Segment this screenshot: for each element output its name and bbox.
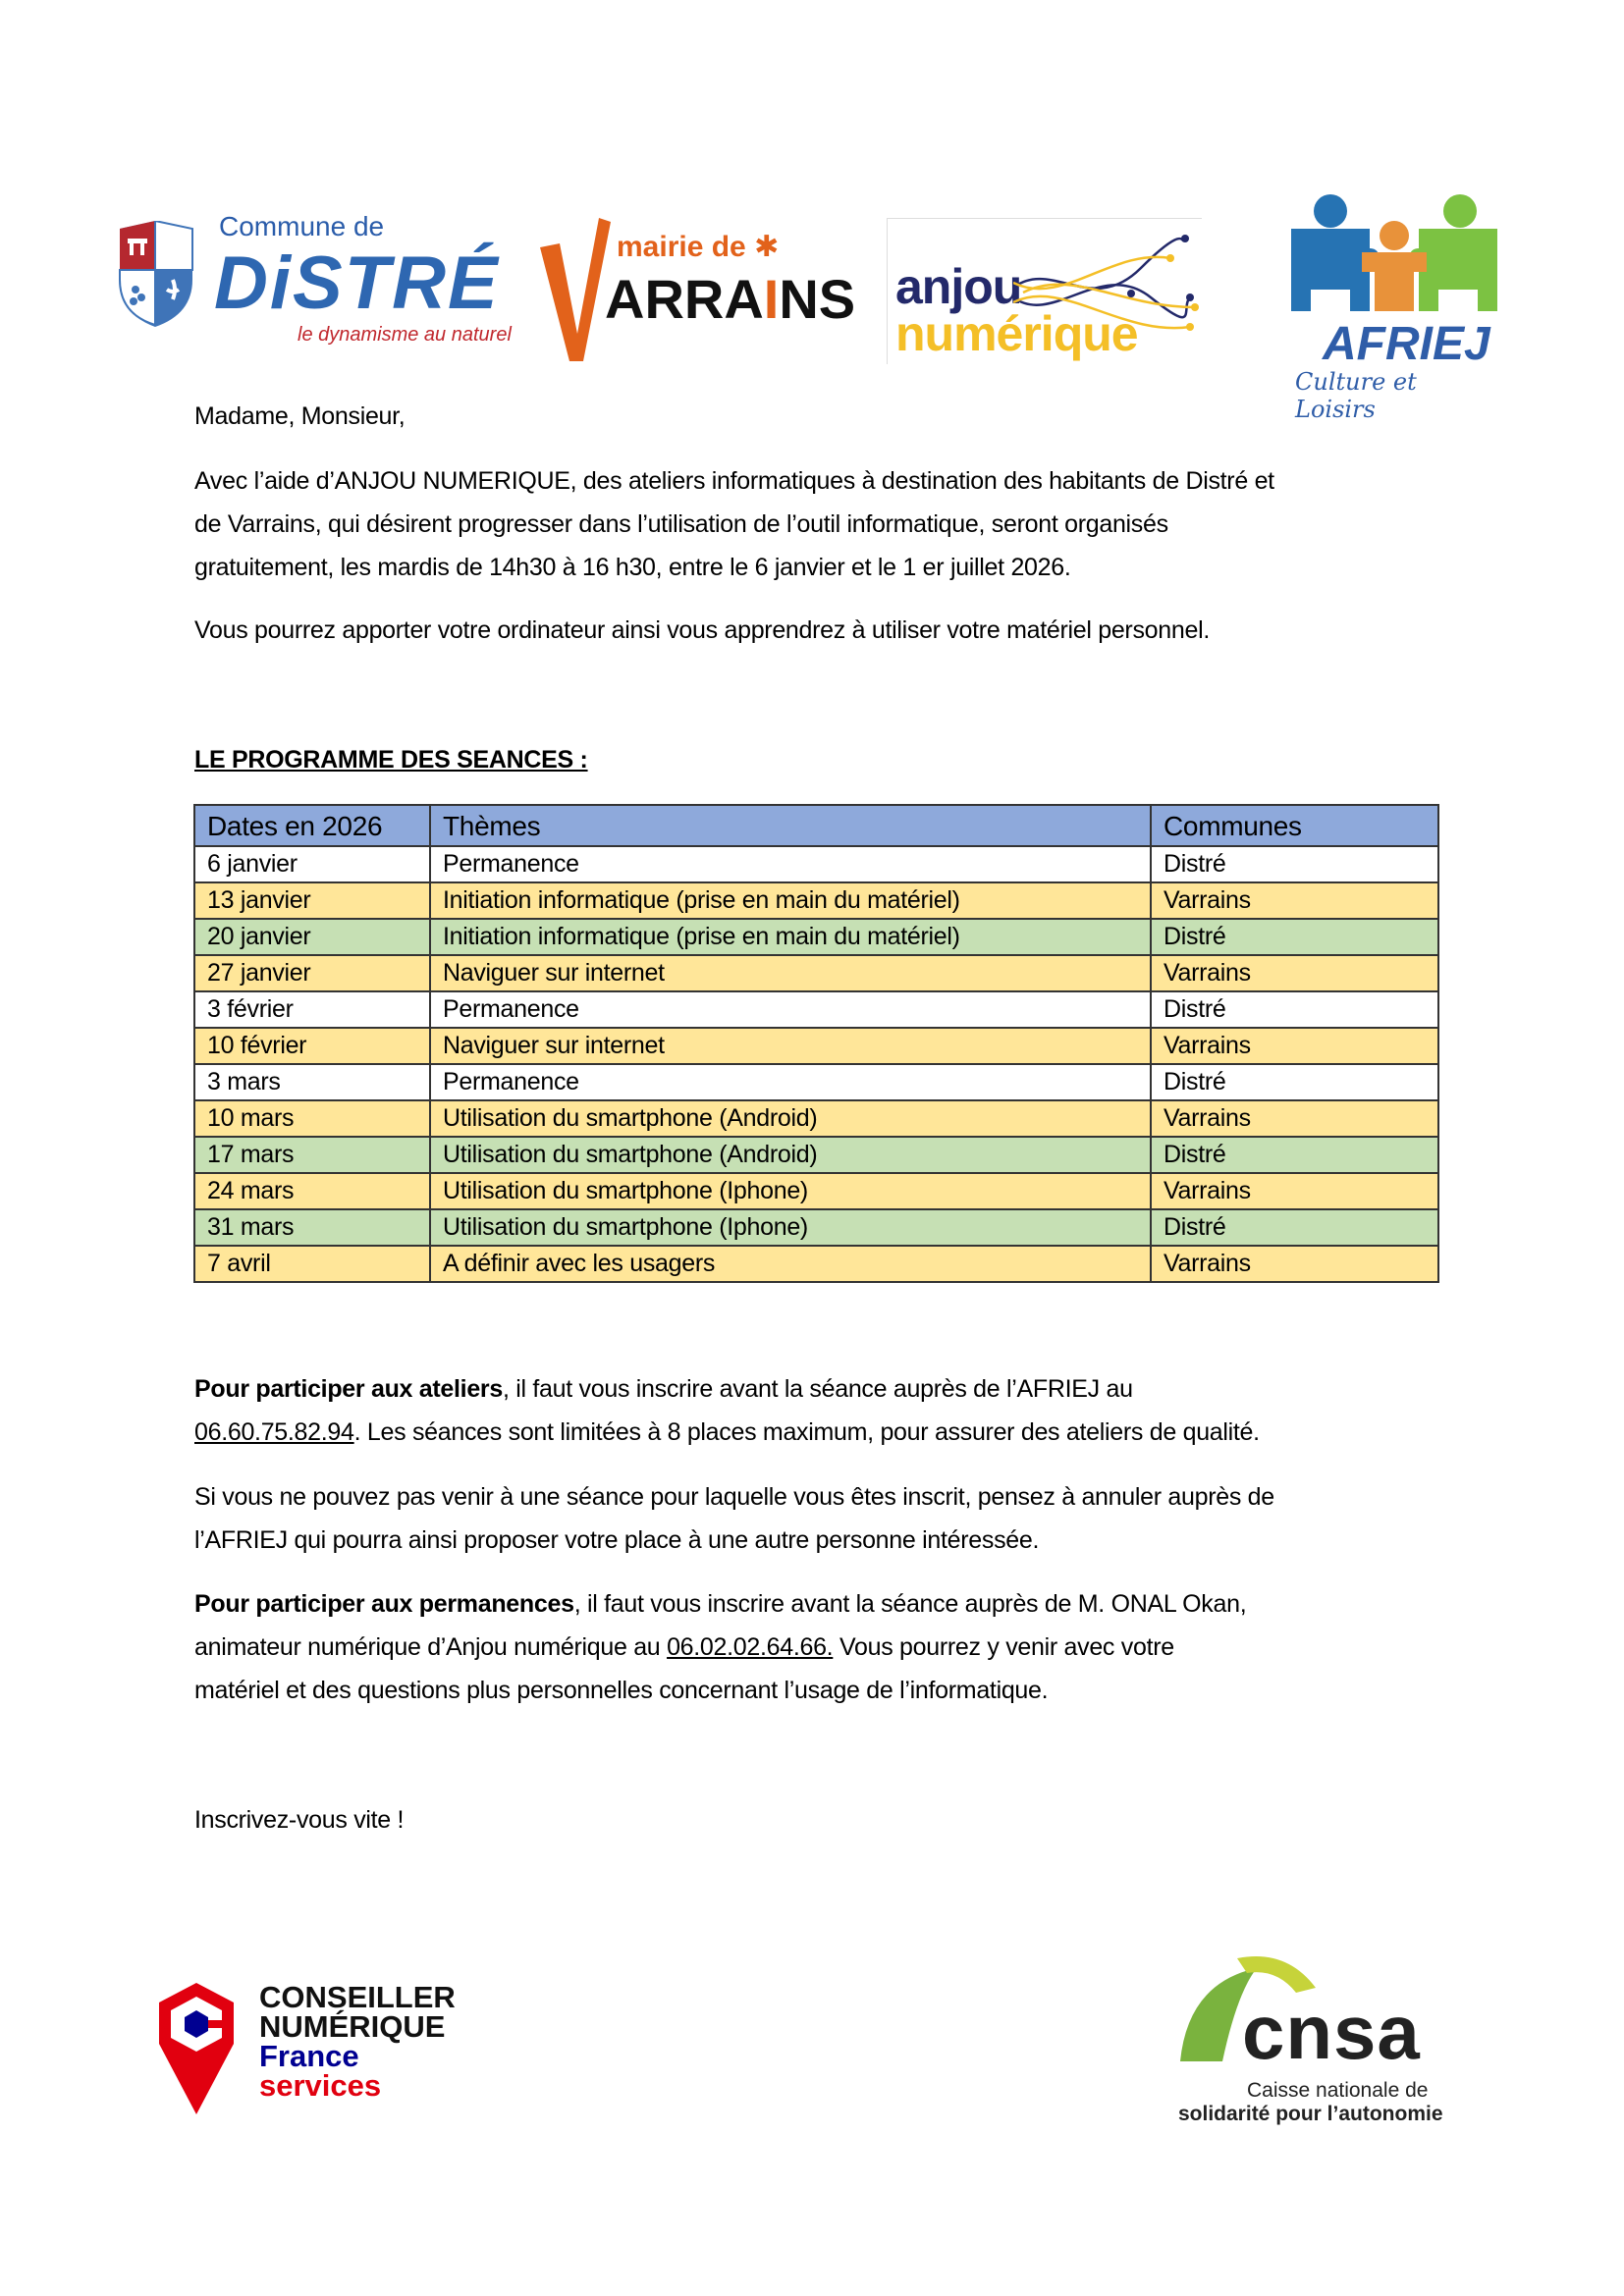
cell-theme: Utilisation du smartphone (Iphone) bbox=[430, 1173, 1151, 1209]
cell-commune: Varrains bbox=[1151, 882, 1438, 919]
cell-date: 13 janvier bbox=[194, 882, 430, 919]
cell-theme: Utilisation du smartphone (Android) bbox=[430, 1137, 1151, 1173]
anjou-numerique-logo bbox=[887, 218, 1202, 364]
closing-text: Inscrivez-vous vite ! bbox=[194, 1806, 405, 1834]
afriej-name: AFRIEJ bbox=[1323, 318, 1490, 370]
table-row bbox=[194, 991, 1438, 1028]
cell-commune: Distré bbox=[1151, 1137, 1438, 1173]
cell-commune: Varrains bbox=[1151, 1028, 1438, 1064]
perm-line: matériel et des questions plus personnelles concernant l’usage de l’informatique. bbox=[194, 1677, 1049, 1704]
distre-name: DiSTRÉ bbox=[214, 241, 500, 325]
cell-theme: Naviguer sur internet bbox=[430, 955, 1151, 991]
ateliers-line: Pour participer aux ateliers, il faut vous inscrire avant la séance auprès de l’AFRIEJ au bbox=[194, 1375, 1133, 1403]
cnsa-subtitle-2: solidarité pour l’autonomie bbox=[1178, 2103, 1443, 2125]
varrains-logo bbox=[538, 216, 877, 363]
table-row bbox=[194, 1028, 1438, 1064]
anjou-label: anjou bbox=[895, 259, 1022, 314]
cell-commune: Distré bbox=[1151, 846, 1438, 882]
cell-theme: Permanence bbox=[430, 1064, 1151, 1100]
table-row bbox=[194, 1064, 1438, 1100]
cancel-line: Si vous ne pouvez pas venir à une séance pour laquelle vous êtes inscrit, pensez à annuler auprès de bbox=[194, 1483, 1274, 1511]
perm-line: animateur numérique d’Anjou numérique au 06.02.02.64.66. Vous pourrez y venir avec votre bbox=[194, 1633, 1174, 1661]
cell-date: 10 mars bbox=[194, 1100, 430, 1137]
distre-shield-icon bbox=[116, 221, 196, 329]
cell-theme: Utilisation du smartphone (Android) bbox=[430, 1100, 1151, 1137]
permanences-paragraph bbox=[194, 1582, 1471, 1712]
distre-commune-label: Commune de bbox=[219, 211, 385, 241]
cell-theme: Permanence bbox=[430, 846, 1151, 882]
intro-line: gratuitement, les mardis de 14h30 à 16 h30, entre le 6 janvier et le 1 er juillet 2026. bbox=[194, 554, 1071, 581]
cell-date: 3 mars bbox=[194, 1064, 430, 1100]
afriej-phone-link[interactable]: 06.60.75.82.94 bbox=[194, 1418, 354, 1446]
ateliers-bold: Pour participer aux ateliers bbox=[194, 1375, 503, 1403]
cell-date: 3 février bbox=[194, 991, 430, 1028]
cell-theme: Permanence bbox=[430, 991, 1151, 1028]
cell-theme: A définir avec les usagers bbox=[430, 1246, 1151, 1282]
cnfs-text: CONSEILLER NUMÉRIQUE France services bbox=[259, 1980, 456, 2103]
afriej-subtitle: Culture et Loisirs bbox=[1295, 368, 1417, 423]
cell-date: 6 janvier bbox=[194, 846, 430, 882]
ateliers-line: 06.60.75.82.94. Les séances sont limitées à 8 places maximum, pour assurer des ateliers de qualité. bbox=[194, 1418, 1260, 1446]
cell-date: 7 avril bbox=[194, 1246, 430, 1282]
intro-line: Avec l’aide d’ANJOU NUMERIQUE, des ateliers informatiques à destination des habitants de Distré et bbox=[194, 467, 1274, 495]
cnsa-subtitle-1: Caisse nationale de bbox=[1247, 2079, 1429, 2102]
header-communes: Communes bbox=[1151, 805, 1438, 846]
numerique-label: numérique bbox=[895, 306, 1138, 361]
cell-theme: Naviguer sur internet bbox=[430, 1028, 1151, 1064]
anjou-phone-link[interactable]: 06.02.02.64.66. bbox=[667, 1633, 834, 1661]
cell-commune: Distré bbox=[1151, 991, 1438, 1028]
table-row bbox=[194, 1209, 1438, 1246]
table-row bbox=[194, 955, 1438, 991]
table-header-row bbox=[194, 805, 1438, 846]
map-pin-icon bbox=[157, 1983, 236, 2115]
header-dates: Dates en 2026 bbox=[194, 805, 430, 846]
network-lines-icon bbox=[1013, 229, 1200, 337]
cell-commune: Varrains bbox=[1151, 1246, 1438, 1282]
perm-line: Pour participer aux permanences, il faut vous inscrire avant la séance auprès de M. ONAL Okan, bbox=[194, 1590, 1247, 1618]
conseiller-numerique-logo bbox=[157, 1980, 481, 2130]
cell-date: 24 mars bbox=[194, 1173, 430, 1209]
program-table bbox=[193, 804, 1439, 1283]
header-themes: Thèmes bbox=[430, 805, 1151, 846]
cell-commune: Varrains bbox=[1151, 955, 1438, 991]
table-row bbox=[194, 882, 1438, 919]
cell-commune: Distré bbox=[1151, 919, 1438, 955]
cell-date: 17 mars bbox=[194, 1137, 430, 1173]
cancel-line: l’AFRIEJ qui pourra ainsi proposer votre place à une autre personne intéressée. bbox=[194, 1526, 1040, 1554]
distre-tagline: le dynamisme au naturel bbox=[298, 324, 512, 346]
program-heading: LE PROGRAMME DES SEANCES : bbox=[194, 746, 588, 774]
distre-logo bbox=[116, 211, 528, 358]
table-row bbox=[194, 1137, 1438, 1173]
ateliers-paragraph bbox=[194, 1367, 1471, 1454]
cell-theme: Utilisation du smartphone (Iphone) bbox=[430, 1209, 1151, 1246]
cell-theme: Initiation informatique (prise en main du matériel) bbox=[430, 882, 1151, 919]
cell-date: 31 mars bbox=[194, 1209, 430, 1246]
table-row bbox=[194, 919, 1438, 955]
cell-date: 27 janvier bbox=[194, 955, 430, 991]
cell-date: 10 février bbox=[194, 1028, 430, 1064]
cell-theme: Initiation informatique (prise en main du matériel) bbox=[430, 919, 1151, 955]
puzzle-people-icon bbox=[1291, 191, 1497, 314]
table-row bbox=[194, 1246, 1438, 1282]
cell-commune: Varrains bbox=[1151, 1100, 1438, 1137]
cell-date: 20 janvier bbox=[194, 919, 430, 955]
table-row bbox=[194, 1173, 1438, 1209]
varrains-mairie-label: mairie de ✱ bbox=[617, 231, 780, 263]
cell-commune: Distré bbox=[1151, 1064, 1438, 1100]
cnsa-name: cnsa bbox=[1242, 1989, 1421, 2075]
salutation: Madame, Monsieur, bbox=[194, 402, 406, 430]
cancel-paragraph bbox=[194, 1475, 1471, 1562]
varrains-name: ARRAINS bbox=[605, 268, 856, 330]
intro-paragraph bbox=[194, 459, 1471, 589]
perm-bold: Pour participer aux permanences bbox=[194, 1590, 574, 1618]
cell-commune: Distré bbox=[1151, 1209, 1438, 1246]
cell-commune: Varrains bbox=[1151, 1173, 1438, 1209]
bring-computer-paragraph: Vous pourrez apporter votre ordinateur ainsi vous apprendrez à utiliser votre matériel personnel. bbox=[194, 616, 1210, 644]
table-row bbox=[194, 846, 1438, 882]
table-row bbox=[194, 1100, 1438, 1137]
afriej-logo bbox=[1281, 191, 1502, 423]
cnsa-logo bbox=[1168, 1953, 1453, 2140]
intro-line: de Varrains, qui désirent progresser dans l’utilisation de l’outil informatique, seront organisés bbox=[194, 510, 1168, 538]
